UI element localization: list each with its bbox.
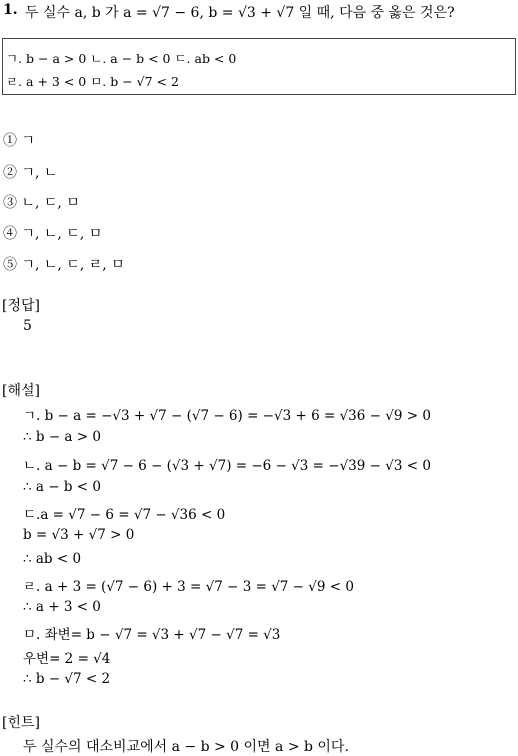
answer-label: [정답] [2, 298, 40, 314]
explanation-line: ㄱ. b − a = −√3 + √7 − (√7 − 6) = −√3 + 6 = √36 − √9 > 0 [23, 408, 431, 424]
answer-value: 5 [23, 318, 32, 334]
explanation-line: 우변= 2 = √4 [23, 651, 111, 667]
hint-label: [힌트] [2, 715, 40, 731]
explanation-line: ㄹ. a + 3 = (√7 − 6) + 3 = √7 − 3 = √7 − √9 < 0 [23, 579, 354, 595]
explanation-line: ㅁ. 좌변= b − √7 = √3 + √7 − √7 = √3 [23, 627, 281, 643]
option-4[interactable]: ④ ㄱ, ㄴ, ㄷ, ㅁ [3, 226, 103, 242]
explanation-label: [해설] [2, 383, 40, 399]
option-1[interactable]: ① ㄱ [3, 133, 35, 149]
explanation-line: ∴ b − a > 0 [23, 429, 101, 445]
option-3[interactable]: ③ ㄴ, ㄷ, ㅁ [3, 195, 80, 211]
option-5[interactable]: ⑤ ㄱ, ㄴ, ㄷ, ㄹ, ㅁ [3, 257, 125, 273]
explanation-line: ㄷ.a = √7 − 6 = √7 − √36 < 0 [23, 507, 226, 523]
question-text: 두 실수 a, b 가 a = √7 − 6, b = √3 + √7 일 때, 다음 중 옳은 것은? [25, 5, 455, 21]
explanation-line: ∴ a + 3 < 0 [23, 599, 101, 615]
explanation-line: ㄴ. a − b = √7 − 6 − (√3 + √7) = −6 − √3 = −√39 − √3 < 0 [23, 458, 431, 474]
option-2[interactable]: ② ㄱ, ㄴ [3, 165, 58, 181]
explanation-line: ∴ b − √7 < 2 [23, 671, 111, 687]
hint-text: 두 실수의 대소비교에서 a − b > 0 이면 a > b 이다. [23, 739, 349, 755]
explanation-line: ∴ a − b < 0 [23, 479, 101, 495]
condition-line-2: ㄹ. a + 3 < 0 ㅁ. b − √7 < 2 [6, 74, 179, 89]
explanation-line: b = √3 + √7 > 0 [23, 527, 135, 543]
condition-line-1: ㄱ. b − a > 0 ㄴ. a − b < 0 ㄷ. ab < 0 [6, 51, 237, 66]
explanation-line: ∴ ab < 0 [23, 551, 82, 567]
question-number: 1. [3, 2, 18, 18]
